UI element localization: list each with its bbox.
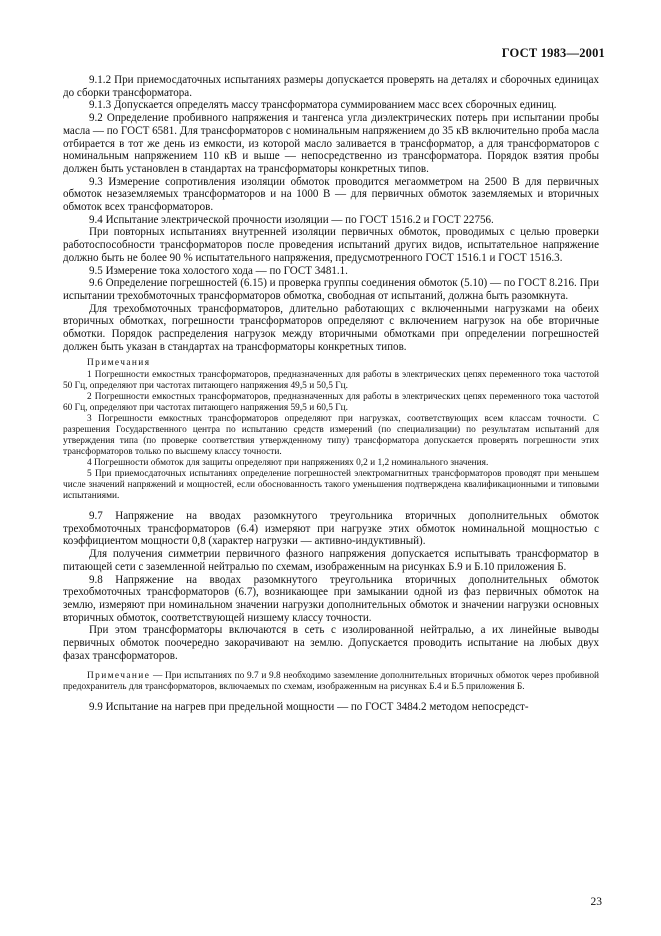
page-header-standard: ГОСТ 1983—2001 xyxy=(501,46,605,60)
paragraph-9-4-continued: При повторных испытаниях внутренней изоляции первичных обмоток, проводимых с целью проверки работоспособности трансформаторов после проведения испытаний других видов, испытательное напряжение должно быть не более 90 % испытательного напряжения, предусмотренного ГОСТ 1516.1 и ГОСТ 1516.3. xyxy=(63,226,599,264)
note-label: Примечание xyxy=(87,670,151,681)
paragraph-9-6: 9.6 Определение погрешностей (6.15) и проверка группы соединения обмоток (5.10) — по ГОСТ 8.216. При испытании трехобмоточных трансформаторов обмотка, свободная от испытаний, должна быть разомкнута. xyxy=(63,277,599,302)
note-item: 2 Погрешности емкостных трансформаторов, предназначенных для работы в электрических цепях переменного тока частотой 60 Гц, определяют при частотах питающего напряжения 59,5 и 60,5 Гц. xyxy=(63,391,599,413)
note-text: — При испытаниях по 9.7 и 9.8 необходимо заземление дополнительных вторичных обмоток через пробивной предохранитель для трансформаторов, включаемых по схемам, изображенным на рисунках Б.4 и Б.5 приложения Б. xyxy=(63,670,599,692)
notes-block xyxy=(63,358,599,502)
paragraph-9-8: 9.8 Напряжение на вводах разомкнутого треугольника вторичных дополнительных обмоток трехобмоточных трансформаторов (6.7), возникающее при замыкании одной из фаз первичных обмоток на землю, измеряют при номинальном значении нагрузки дополнительных обмоток и значении нагрузки основных вторичных обмоток, соответствующей низшему классу точности. xyxy=(63,573,599,624)
paragraph-9-3: 9.3 Измерение сопротивления изоляции обмоток проводится мегаомметром на 2500 В для первичных обмоток незаземляемых трансформаторов и на 1000 В — для первичных обмоток заземляемых и вторичных обмоток всех трансформаторов. xyxy=(63,175,599,214)
note-item: 4 Погрешности обмоток для защиты определяют при напряжениях 0,2 и 1,2 номинального значения. xyxy=(87,457,489,468)
paragraph-9-6-continued: Для трехобмоточных трансформаторов, длительно работающих с включенными нагрузками на обеих вторичных обмотках, погрешности трансформаторов определяют с включением нагрузок на обе вторичные обмотки. Порядок распределения нагрузок между вторичными обмотками при определении погрешностей должен быть указан в стандартах на трансформаторы конкретных типов. xyxy=(63,302,599,353)
paragraph-9-8-continued: При этом трансформаторы включаются в сеть с изолированной нейтралью, а их линейные выводы первичных обмоток поочередно закорачивают на землю. Допускается проводить испытание на любых двух фазах трансформаторов. xyxy=(63,624,599,662)
paragraph-9-7-continued: Для получения симметрии первичного фазного напряжения допускается испытывать трансформатор в питающей сети с заземленной нейтралью по схемам, изображенным на рисунках Б.9 и Б.10 приложения Б. xyxy=(63,548,599,573)
note-9-8 xyxy=(63,671,599,693)
page-number: 23 xyxy=(590,896,602,908)
note-item: 5 При приемосдаточных испытаниях определение погрешностей электромагнитных трансформаторов проводят при меньшем числе значений напряжений и мощностей, если обоснованность такого уменьшения подтверждена квалификационными и типовыми испытаниями. xyxy=(63,468,599,502)
document-body xyxy=(63,74,599,713)
paragraph-9-5: 9.5 Измерение тока холостого хода — по ГОСТ 3481.1. xyxy=(89,264,348,277)
paragraph-9-2: 9.2 Определение пробивного напряжения и тангенса угла диэлектрических потерь при испытании пробы масла — по ГОСТ 6581. Для трансформаторов с номинальным напряжением до 35 кВ включительно проба масла отбирается в тот же день из емкости, из которой масло заливается в трансформатор, а для трансформаторов с номинальным напряжением 110 кВ и выше — непосредственно из трансформатора. Порядок взятия пробы должен быть установлен в стандартах на трансформаторы конкретных типов. xyxy=(63,112,599,175)
paragraph-9-9: 9.9 Испытание на нагрев при предельной мощности — по ГОСТ 3484.2 методом непосредст- xyxy=(89,700,529,713)
paragraph-9-1-2: 9.1.2 При приемосдаточных испытаниях размеры допускается проверять на деталях и сборочных единицах до сборки трансформатора. xyxy=(63,74,599,99)
paragraph-9-1-3: 9.1.3 Допускается определять массу трансформатора суммированием масс всех сборочных единиц. xyxy=(89,99,557,112)
note-item: 3 Погрешности емкостных трансформаторов определяют при нагрузках, соответствующих всем классам точности. С разрешения Государственного центра по испытанию средств измерений (по специализации) по результатам испытаний для утверждения типа (по проверке соответствия утвержденному типу) трансформатора допускается проверять погрешности этих трансформаторов только по высшему классу точности. xyxy=(63,413,599,457)
notes-heading: Примечания xyxy=(87,358,151,369)
note-item: 1 Погрешности емкостных трансформаторов, предназначенных для работы в электрических цепях переменного тока частотой 50 Гц, определяют при частотах питающего напряжения 49,5 и 50,5 Гц. xyxy=(63,369,599,391)
paragraph-9-4: 9.4 Испытание электрической прочности изоляции — по ГОСТ 1516.2 и ГОСТ 22756. xyxy=(89,213,494,226)
paragraph-9-7: 9.7 Напряжение на вводах разомкнутого треугольника вторичных дополнительных обмоток трехобмоточных трансформаторов (6.4) измеряют при нагрузке этих обмоток номинальной мощностью с коэффициентом мощности 0,8 (характер нагрузки — активно-индуктивный). xyxy=(63,510,599,548)
